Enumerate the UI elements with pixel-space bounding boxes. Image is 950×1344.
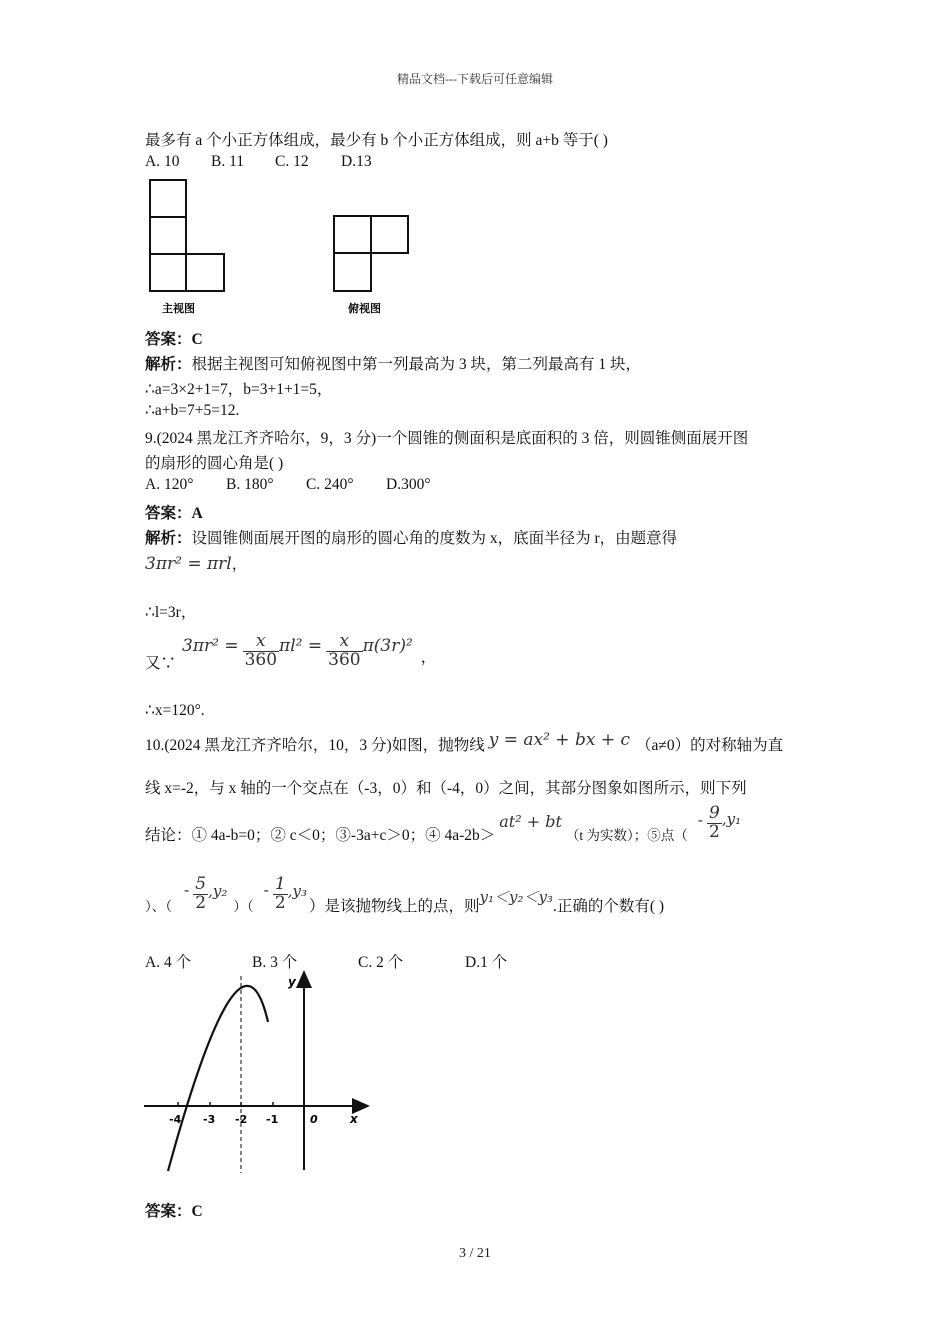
tick-label-minus-4: -4 <box>169 1113 182 1126</box>
q9-answer: A <box>191 505 203 522</box>
q9-stem-line-1: 9.(2024 黑龙江齐齐哈尔，9，3 分)一个圆锥的侧面积是底面积的 3 倍，则圆锥侧面展开图 <box>145 430 749 447</box>
q9-eq2-tail: π(3r)² <box>362 636 413 656</box>
page-number: 3 / 21 <box>459 1246 491 1261</box>
q9-option-b: B. 180° <box>226 476 274 493</box>
q10-option-c: C. 2 个 <box>358 954 404 971</box>
q10-answer-label: 答案： <box>145 1203 192 1220</box>
q9-stem-line-2: 的扇形的圆心角是( ) <box>145 455 284 472</box>
q9-eq2-comma: ， <box>420 649 437 666</box>
q10-inequality: y₁＜y₂＜y₃ <box>479 887 553 906</box>
q10-option-d: D.1 个 <box>465 954 508 971</box>
top-view-label: 俯视图 <box>348 302 381 315</box>
q10-stem-line-1-post: （a≠0）的对称轴为直 <box>636 737 784 754</box>
tick-label-minus-2: -2 <box>235 1113 248 1126</box>
q10-stem-line-3-post: （t 为实数）；⑤点（ <box>565 828 688 843</box>
y-axis-label: y <box>288 975 296 989</box>
front-view <box>150 180 224 291</box>
q8-stem: 最多有 a 个小正方体组成，最少有 b 个小正方体组成，则 a+b 等于( ) <box>145 132 608 149</box>
q9-analysis: 设圆锥侧面展开图的扇形的圆心角的度数为 x，底面半径为 r，由题意得 <box>191 530 678 547</box>
q10-formula: y = ax² + bx + c <box>488 730 630 750</box>
q10-stem-line-3-pre: 结论：① 4a-b=0；② c＜0；③-3a+c＞0；④ 4a-2b＞ <box>145 827 496 844</box>
q9-step-x: ∴x=120°. <box>145 702 205 719</box>
x-axis-label: x <box>350 1112 358 1126</box>
q9-answer-label: 答案： <box>145 505 192 522</box>
q9-analysis-label: 解析： <box>145 530 192 547</box>
q10-stem-line-4-b: ）（ <box>233 899 254 914</box>
q10-point-1-y: y₁ <box>726 810 742 828</box>
q10-stem-line-4-a: ）、（ <box>145 899 172 914</box>
q9-eq2-middle: πl² = <box>279 636 323 656</box>
q10-stem-line-1-pre: 10.(2024 黑龙江齐齐哈尔，10，3 分)如图，抛物线 <box>145 737 485 754</box>
q9-equation-1-comma: ， <box>231 556 248 573</box>
q10-point-2-x: $\frac{5}{2}$ <box>195 873 207 913</box>
q10-stem-line-4-d: .正确的个数有( ) <box>552 898 665 915</box>
q10-option-b: B. 3 个 <box>252 954 298 971</box>
q8-option-a: A. 10 <box>145 153 180 170</box>
q8-answer: C <box>191 331 203 348</box>
page-header: 精品文档---下载后可任意编辑 <box>397 72 553 86</box>
origin-label: 0 <box>310 1113 318 1126</box>
q10-stem-line-2: 线 x=-2，与 x 轴的一个交点在（-3，0）和（-4，0）之间，其部分图象如图所示，则下列 <box>145 780 747 797</box>
q9-option-c: C. 240° <box>306 476 354 493</box>
q8-option-d: D.13 <box>341 153 372 170</box>
q9-option-d: D.300° <box>386 476 431 493</box>
q10-stem-line-4-c: ）是该抛物线上的点，则 <box>308 898 480 915</box>
q8-step-1: ∴a=3×2+1=7，b=3+1+1=5， <box>145 381 333 398</box>
q8-option-c: C. 12 <box>275 153 309 170</box>
tick-label-minus-1: -1 <box>266 1113 279 1126</box>
q8-analysis: 根据主视图可知俯视图中第一列最高为 3 块，第二列最高有 1 块， <box>191 356 642 373</box>
q8-answer-label: 答案： <box>145 331 192 348</box>
q10-point-3-x: $\frac{1}{2}$ <box>274 873 286 913</box>
q9-option-a: A. 120° <box>145 476 194 493</box>
q10-answer: C <box>191 1203 203 1220</box>
parabola-curve <box>168 986 268 1171</box>
q10-point-1-x: $\frac{9}{2}$ <box>709 802 720 842</box>
q9-you-because: 又∵ <box>145 655 177 672</box>
q8-analysis-label: 解析： <box>145 356 192 373</box>
top-view <box>334 216 408 291</box>
q10-point-3-y: y₃ <box>292 882 307 900</box>
q10-parabola-graph <box>140 968 375 1178</box>
front-view-label: 主视图 <box>162 302 195 315</box>
tick-label-minus-3: -3 <box>203 1113 216 1126</box>
q8-option-b: B. 11 <box>211 153 245 170</box>
q10-option-a: A. 4 个 <box>145 954 192 971</box>
q8-step-2: ∴a+b=7+5=12. <box>145 402 240 419</box>
q9-step-l: ∴l=3r， <box>145 604 197 621</box>
q9-eq2-fraction-2: $\frac{x}{360}$ <box>328 630 361 670</box>
q8-views-figure <box>140 175 430 320</box>
q9-eq2-fraction-1: $\frac{x}{360}$ <box>244 630 278 670</box>
q10-stem-line-3-formula: at² + bt <box>499 811 562 831</box>
q9-eq2-left: 3πr² = <box>182 636 239 656</box>
q10-point-2-y: y₂ <box>212 882 228 900</box>
q9-equation-1: 3πr² = πrl <box>145 554 232 574</box>
